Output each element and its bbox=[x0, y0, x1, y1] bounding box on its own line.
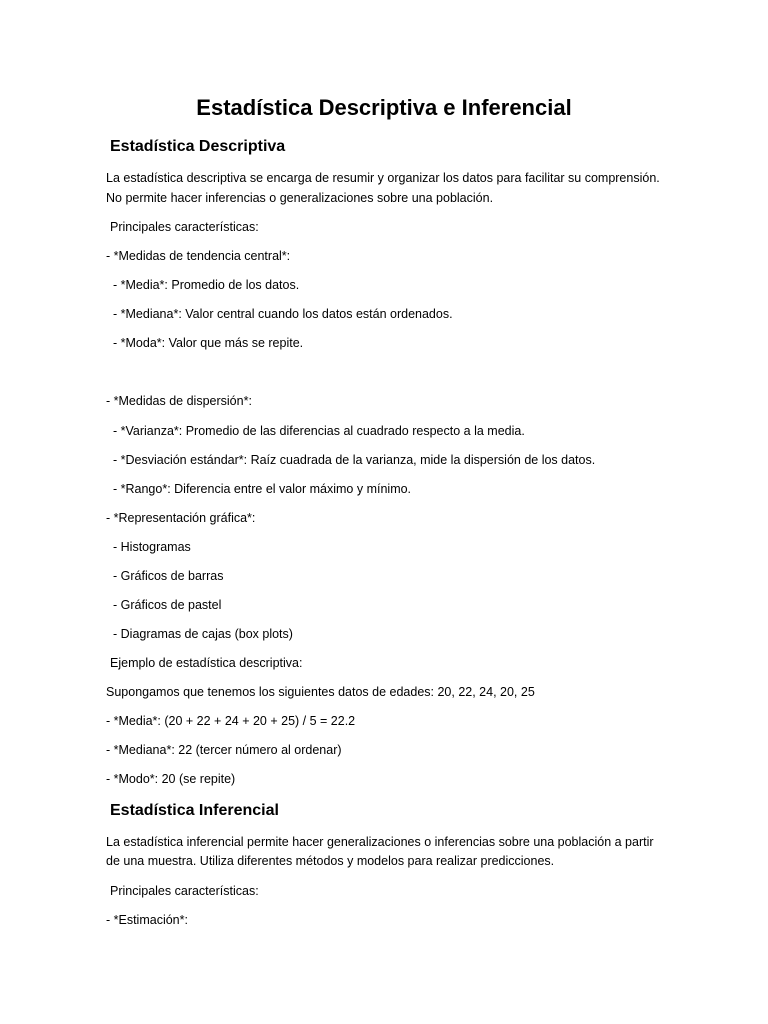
paragraph-line: No permite hacer inferencias o generalizaciones sobre una población. bbox=[106, 191, 494, 205]
paragraph-line: La estadística inferencial permite hacer generalizaciones o inferencias sobre una población a partir bbox=[106, 835, 654, 849]
paragraph-line: La estadística descriptiva se encarga de resumir y organizar los datos para facilitar su comprensión. bbox=[106, 171, 660, 185]
list-item: - *Medidas de tendencia central*: bbox=[106, 249, 291, 263]
example-label: Ejemplo de estadística descriptiva: bbox=[110, 656, 303, 670]
list-item: - *Mediana*: Valor central cuando los datos están ordenados. bbox=[113, 307, 453, 321]
list-item: - *Desviación estándar*: Raíz cuadrada de la varianza, mide la dispersión de los datos. bbox=[113, 453, 596, 467]
list-item: - *Rango*: Diferencia entre el valor máximo y mínimo. bbox=[113, 482, 412, 496]
paragraph-line: de una muestra. Utiliza diferentes métodos y modelos para realizar predicciones. bbox=[106, 854, 555, 868]
list-item: - Gráficos de barras bbox=[113, 569, 224, 583]
example-data: Supongamos que tenemos los siguientes datos de edades: 20, 22, 24, 20, 25 bbox=[106, 685, 535, 699]
list-item: - Histogramas bbox=[113, 540, 191, 554]
features-label: Principales características: bbox=[110, 884, 259, 898]
section-heading-descriptive: Estadística Descriptiva bbox=[110, 138, 286, 155]
list-item: - *Varianza*: Promedio de las diferencias al cuadrado respecto a la media. bbox=[113, 424, 525, 438]
document-title: Estadística Descriptiva e Inferencial bbox=[196, 95, 572, 120]
features-label: Principales características: bbox=[110, 220, 259, 234]
list-item: - *Medidas de dispersión*: bbox=[106, 394, 252, 408]
list-item: - Diagramas de cajas (box plots) bbox=[113, 627, 293, 641]
list-item: - Gráficos de pastel bbox=[113, 598, 222, 612]
list-item: - *Moda*: Valor que más se repite. bbox=[113, 336, 304, 350]
list-item: - *Estimación*: bbox=[106, 913, 188, 927]
list-item: - *Modo*: 20 (se repite) bbox=[106, 772, 236, 786]
list-item: - *Media*: (20 + 22 + 24 + 20 + 25) / 5 = 22.2 bbox=[106, 714, 356, 728]
list-item: - *Mediana*: 22 (tercer número al ordenar) bbox=[106, 743, 342, 757]
list-item: - *Media*: Promedio de los datos. bbox=[113, 278, 300, 292]
list-item: - *Representación gráfica*: bbox=[106, 511, 256, 525]
section-heading-inferential: Estadística Inferencial bbox=[110, 802, 279, 819]
